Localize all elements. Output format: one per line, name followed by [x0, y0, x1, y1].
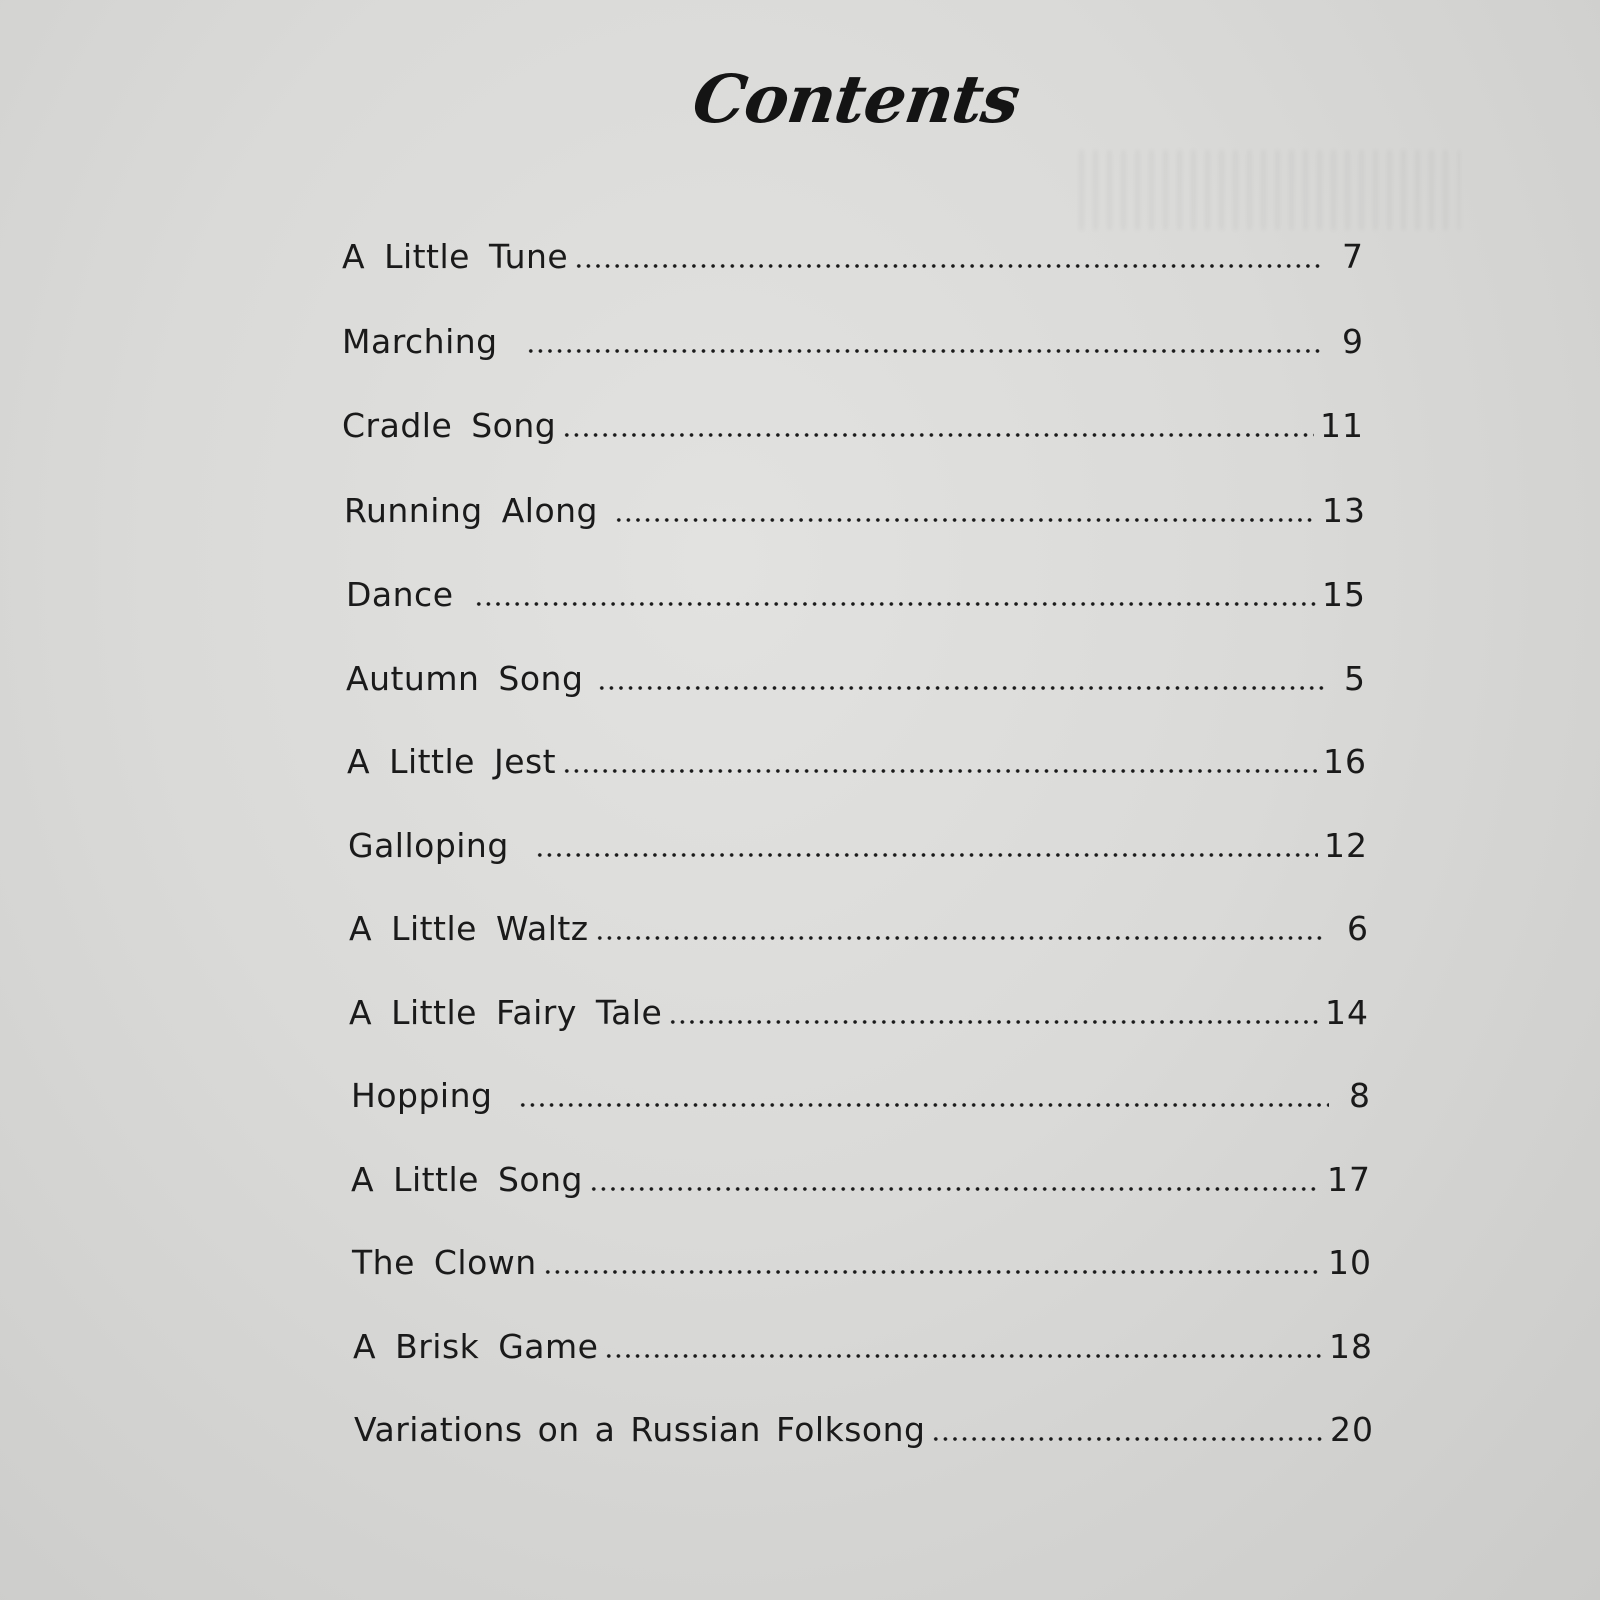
page-title: Contents: [688, 60, 1024, 138]
toc-entry-title: Running Along: [344, 491, 599, 530]
dot-leader: [597, 684, 1324, 692]
dot-leader: [931, 1435, 1324, 1443]
dot-leader: [614, 516, 1316, 524]
toc-entry: [347, 737, 1367, 781]
toc-entry: [352, 1238, 1372, 1282]
toc-entry: [344, 486, 1366, 530]
dot-leader: [543, 1268, 1322, 1276]
toc-entry: [342, 317, 1364, 361]
toc-entry-title: A Little Tune: [342, 237, 569, 276]
toc-entry: [342, 232, 1364, 276]
toc-entry-page: 16: [1323, 742, 1367, 781]
toc-entry-page: 12: [1324, 826, 1368, 865]
toc-entry-title: Dance: [346, 575, 454, 614]
toc-entry: [354, 1405, 1374, 1449]
toc-entry-page: 17: [1327, 1160, 1371, 1199]
toc-entry-page: 10: [1328, 1243, 1372, 1282]
toc-entry-page: 8: [1349, 1076, 1371, 1115]
toc-entry-page: 6: [1347, 909, 1369, 948]
toc-entry-page: 9: [1342, 322, 1364, 361]
toc-entry-title: Cradle Song: [342, 406, 557, 445]
toc-entry-page: 18: [1329, 1327, 1373, 1366]
dot-leader: [668, 1018, 1319, 1026]
dot-leader: [518, 1101, 1329, 1109]
toc-entry-page: 13: [1322, 491, 1366, 530]
dot-leader: [562, 767, 1317, 775]
toc-entry-page: 5: [1344, 659, 1366, 698]
dot-leader: [604, 1352, 1323, 1360]
dot-leader: [589, 1185, 1321, 1193]
dot-leader: [574, 262, 1322, 270]
dot-leader: [535, 851, 1318, 859]
toc-entry-page: 7: [1342, 237, 1364, 276]
dot-leader: [526, 347, 1322, 355]
toc-entry-title: A Little Waltz: [349, 909, 589, 948]
dot-leader: [562, 431, 1314, 439]
toc-entry-title: Galloping: [348, 826, 509, 865]
toc-entry: [349, 988, 1369, 1032]
toc-entry: [346, 654, 1366, 698]
toc-entry-title: Hopping: [351, 1076, 493, 1115]
dot-leader: [474, 600, 1317, 608]
toc-entry: [353, 1322, 1373, 1366]
toc-entry: [351, 1071, 1371, 1115]
toc-entry-page: 15: [1322, 575, 1366, 614]
toc-entry-page: 20: [1330, 1410, 1374, 1449]
toc-entry-page: 11: [1320, 406, 1364, 445]
toc-entry: [346, 570, 1366, 614]
dot-leader: [595, 934, 1327, 942]
toc-entry: [348, 821, 1368, 865]
toc-entry: [351, 1155, 1371, 1199]
toc-entry-title: A Brisk Game: [353, 1327, 599, 1366]
toc-entry-title: Variations on a Russian Folksong: [354, 1410, 926, 1449]
toc-entry-title: Autumn Song: [346, 659, 584, 698]
toc-entry-title: The Clown: [352, 1243, 537, 1282]
toc-entry-title: A Little Jest: [347, 742, 557, 781]
toc-entry-title: A Little Song: [351, 1160, 583, 1199]
toc-entry-title: A Little Fairy Tale: [349, 993, 663, 1032]
toc-entry-page: 14: [1325, 993, 1369, 1032]
toc-entry-title: Marching: [342, 322, 498, 361]
toc-entry: [342, 401, 1364, 445]
toc-entry: [349, 904, 1369, 948]
